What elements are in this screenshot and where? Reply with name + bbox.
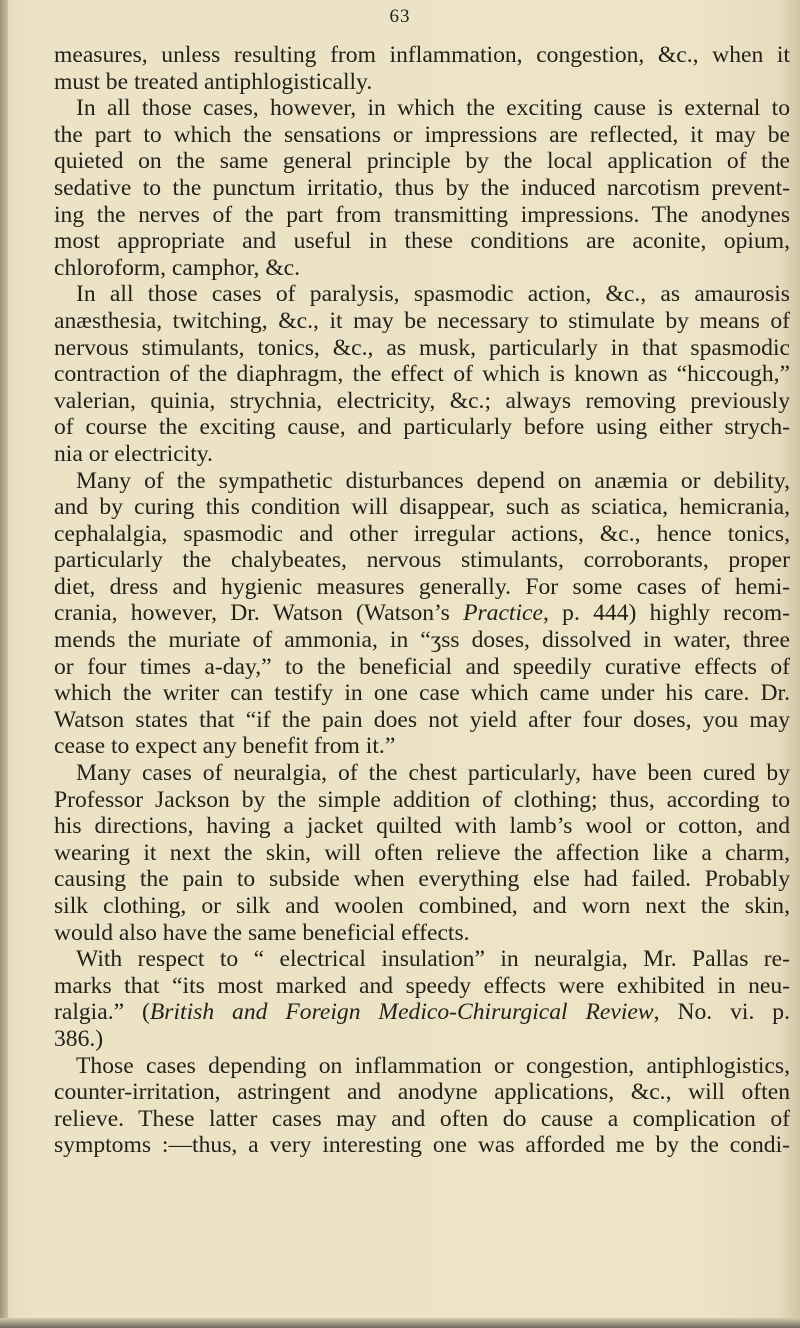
text-line: diet, dress and hygienic measures generally. For some cases of hemi- <box>54 573 790 600</box>
text-line: ralgia.” (British and Foreign Medico-Chirurgical Review, No. vi. p. <box>54 999 790 1026</box>
text-line: nia or electricity. <box>54 440 213 467</box>
text-line: sedative to the punctum irritatio, thus by the induced narcotism prevent- <box>54 174 790 201</box>
text-line: cephalalgia, spasmodic and other irregular actions, &c., hence tonics, <box>54 520 790 547</box>
italic-title: Practice <box>463 600 543 627</box>
text-line: anæsthesia, twitching, &c., it may be necessary to stimulate by means of <box>54 307 790 334</box>
text-line: relieve. These latter cases may and often do cause a complication of <box>54 1105 790 1132</box>
italic-title: British and Foreign Medico-Chirurgical Review <box>149 999 654 1026</box>
text-line: nervous stimulants, tonics, &c., as musk, particularly in that spasmodic <box>54 334 790 361</box>
text-line: Watson states that “if the pain does not yield after four doses, you may <box>54 706 790 733</box>
text-line: marks that “its most marked and speedy effects were exhibited in neu- <box>54 972 790 999</box>
text-line: In all those cases, however, in which the exciting cause is external to <box>76 95 790 122</box>
text-line: chloroform, camphor, &c. <box>54 254 301 281</box>
text-line: Professor Jackson by the simple addition of clothing; thus, according to <box>54 786 790 813</box>
text-line: causing the pain to subside when everything else had failed. Probably <box>54 866 790 893</box>
text-line: would also have the same beneficial effects. <box>54 919 470 946</box>
text-line: counter-irritation, astringent and anodyne applications, &c., will often <box>54 1079 790 1106</box>
text-line: quieted on the same general principle by the local application of the <box>54 148 790 175</box>
text-line: cease to expect any benefit from it.” <box>54 733 396 760</box>
text-line: must be treated antiphlogistically. <box>54 68 373 95</box>
text-line: ing the nerves of the part from transmitting impressions. The anodynes <box>54 201 790 228</box>
text-line: Those cases depending on inflammation or congestion, antiphlogistics, <box>76 1052 790 1079</box>
text-line: the part to which the sensations or impressions are reflected, it may be <box>54 121 790 148</box>
text-line: which the writer can testify in one case which came under his care. Dr. <box>54 680 790 707</box>
page-number: 63 <box>389 6 411 27</box>
text-line: silk clothing, or silk and woolen combined, and worn next the skin, <box>54 893 790 919</box>
text-line: and by curing this condition will disappear, such as sciatica, hemicrania, <box>54 494 790 521</box>
text-line: Many cases of neuralgia, of the chest particularly, have been cured by <box>76 760 790 787</box>
text-line: mends the muriate of ammonia, in “ʒss doses, dissolved in water, three <box>54 627 790 654</box>
text-line: symptoms :—thus, a very interesting one was afforded me by the condi- <box>54 1132 790 1159</box>
page-binding-edge <box>0 0 8 1328</box>
text-line: contraction of the diaphragm, the effect of which is known as “hiccough,” <box>54 361 790 388</box>
text-line: wearing it next the skin, will often relieve the affection like a charm, <box>54 839 790 866</box>
text-line: With respect to “ electrical insulation” in neuralgia, Mr. Pallas re- <box>76 946 790 973</box>
body-text <box>54 42 790 1159</box>
text-line: or four times a-day,” to the beneficial and speedily curative effects of <box>54 653 790 680</box>
text-line: measures, unless resulting from inflammation, congestion, &c., when it <box>54 42 790 68</box>
page-bottom-edge <box>0 1318 800 1328</box>
text-line: particularly the chalybeates, nervous stimulants, corroborants, proper <box>54 547 790 574</box>
text-line: crania, however, Dr. Watson (Watson’s Practice, p. 444) highly recom- <box>54 600 790 627</box>
text-line: of course the exciting cause, and particularly before using either strych- <box>54 414 790 441</box>
text-line: valerian, quinia, strychnia, electricity, &c.; always removing previously <box>54 387 790 414</box>
text-line: Many of the sympathetic disturbances depend on anæmia or debility, <box>76 467 790 494</box>
text-line: 386.) <box>54 1025 104 1052</box>
text-line: his directions, having a jacket quilted with lamb’s wool or cotton, and <box>54 813 790 840</box>
text-line: In all those cases of paralysis, spasmodic action, &c., as amaurosis <box>76 281 790 308</box>
text-line: most appropriate and useful in these conditions are aconite, opium, <box>54 228 790 255</box>
